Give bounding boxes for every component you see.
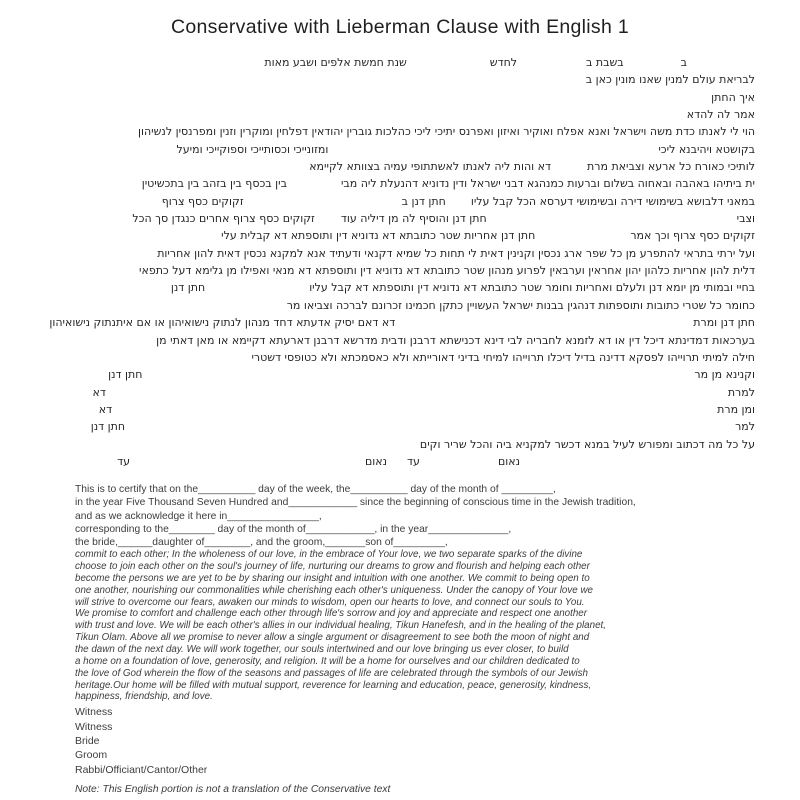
- hebrew-line: [55, 71, 755, 88]
- hebrew-line: [55, 89, 755, 106]
- signature-labels: [75, 705, 740, 777]
- hebrew-line: [55, 436, 755, 453]
- blank-field: [205, 290, 309, 291]
- hebrew-line: [55, 175, 755, 192]
- hebrew-text: זקוקים כסף צרוף: [161, 194, 244, 208]
- blank-field: [130, 464, 365, 465]
- english-line: become the persons we are yet to be by sharing our insight and intuition with one another. We commit to being open to: [75, 572, 590, 584]
- hebrew-text: דא דאם יסיק אדעתא דחד מנהון לנתוק נישואיהון או אם איתנתוק נישואיהון: [49, 316, 396, 330]
- hebrew-text: חילה למיתי תרוייהו לפסקא דדינה בדיל דיכלו תרוייהו למיחי בדיני דאורייתא ולא כאסמכתא ולא כטופסי דשטרי: [251, 350, 755, 364]
- hebrew-text: זקוקים כסף צרוף וכך אמר: [630, 229, 755, 243]
- hebrew-text: זקוקים כסף צרוף אחרים כנגדן סך הכל: [132, 212, 315, 226]
- hebrew-text: ומן מרת: [717, 402, 755, 416]
- english-line: and as we acknowledge it here in________________,: [75, 510, 322, 522]
- hebrew-line: [55, 262, 755, 279]
- blank-field: [395, 325, 693, 326]
- english-line: Tikun Olam. Above all we promise to never allow a single argument or disagreement to see both the moon of night and: [75, 632, 590, 644]
- blank-field: [112, 412, 717, 413]
- hebrew-text: עד: [407, 454, 420, 468]
- note-line: Note: This English portion is not a translation of the Conservative text: [75, 784, 391, 796]
- hebrew-line: [55, 401, 755, 418]
- hebrew-line: [55, 418, 755, 435]
- hebrew-text: דא והות ליה לאנתו לאשתתופי עמיה בצוותא לקיימא: [309, 160, 552, 174]
- hebrew-line: [55, 453, 755, 470]
- hebrew-text: חתן דנן והוסיף לה מן דיליה עוד: [340, 212, 487, 226]
- hebrew-text: חתן דנן: [170, 281, 206, 295]
- hebrew-line: [55, 106, 755, 123]
- english-line: happiness, friendship, and love.: [75, 691, 213, 703]
- hebrew-text: חתן דנן: [108, 368, 143, 382]
- hebrew-text: חתן דנן ב: [401, 194, 446, 208]
- hebrew-text: בשבת ב: [586, 56, 624, 69]
- hebrew-line: [49, 314, 755, 331]
- hebrew-text: דא: [98, 402, 113, 416]
- page-title: Conservative with Lieberman Clause with English 1: [170, 16, 629, 38]
- english-line: a home on a foundation of love, generosity, and religion. It will be a home for ourselves and our children dedicated to: [75, 655, 580, 667]
- blank-field: [387, 464, 407, 465]
- hebrew-line: [55, 245, 755, 262]
- hebrew-line: [55, 141, 755, 158]
- hebrew-line: [55, 384, 755, 401]
- english-line: heritage.Our home will be filled with mutual support, reverence for learning and education, peace, generosity, kindness,: [75, 679, 592, 691]
- blank-field: [407, 65, 490, 66]
- hebrew-line: [55, 210, 755, 227]
- hebrew-text: ועל ירתי בתראי להתפרע מן כל שפר ארג נכסין וקנינין דאית לי תחות כל שמיא דקנאי ודעתיד אנא למקנא נכסין דאית להון אחריות: [157, 246, 755, 260]
- hebrew-text: לחדש: [489, 56, 518, 69]
- hebrew-text: חתן דנן ומרת: [693, 316, 755, 330]
- english-line: in the year Five Thousand Seven Hundred and____________ since the beginning of conscious time in the Jewish tradition,: [75, 497, 636, 509]
- hebrew-text: איך החתן: [711, 90, 755, 104]
- hebrew-text: ית ביתיהו באהבה ובאחוה בשלום וברעות כמנהגא דבני ישראל ודין נדוניא דהנעלת ליה מבי: [340, 177, 755, 191]
- hebrew-text: דא: [92, 385, 106, 399]
- english-section: [0, 483, 800, 795]
- blank-field: [520, 464, 755, 465]
- blank-field: [551, 169, 587, 170]
- hebrew-text: למרת: [727, 385, 755, 399]
- hebrew-line: [55, 332, 755, 349]
- certify-lines: [75, 483, 740, 549]
- hebrew-line: [55, 158, 755, 175]
- blank-field: [328, 152, 658, 153]
- blank-field: [244, 204, 402, 205]
- blank-field: [125, 429, 735, 430]
- english-line: Witness: [75, 706, 113, 719]
- english-line: the dawn of the next day. We will work together, our souls intertwined and our love bringing us ever closer, to build: [75, 644, 569, 656]
- english-line: with trust and love. We will be each other's allies in our individual healing, Tikun Hanefesh, and in the healing of the planet,: [75, 620, 606, 632]
- hebrew-text: בין בכסף בין בזהב בין בתכשיטין: [141, 177, 287, 191]
- english-line: will strive to overcome our fears, awaken our minds to wisdom, open our hearts to love, and connect our souls to You.: [75, 596, 585, 608]
- english-line: the love of God wherein the flow of the seasons and passages of life are celebrated through the symbols of our Jewish: [75, 667, 589, 679]
- blank-field: [446, 204, 471, 205]
- hebrew-text: כחומר כל שטרי כתובות ותוספתות דנהגין בבנות ישראל העשויין כתקן חכמינו זכרונם לברכה וצביאו מר: [286, 298, 755, 312]
- hebrew-text: ומזונייכי וכסותייכי וספוקייכי ומיעל: [176, 142, 329, 156]
- hebrew-text: חתן דנן אחריות שטר כתובתא דא נדוניא דין ותוספתא דא קבלית עלי: [221, 229, 536, 243]
- english-line: This is to certify that on the__________ day of the week, the__________ day of the month of _________,: [75, 484, 556, 496]
- hebrew-text: אמר לה להדא: [686, 108, 755, 122]
- blank-field: [487, 221, 737, 222]
- english-line: commit to each other; In the wholeness of our love, in the embrace of Your love, we two separate sparks of the divine: [75, 549, 583, 561]
- hebrew-text: על כל מה דכתוב ומפורש לעיל במנא דכשר למקניא ביה והכל שריר וקים: [419, 437, 755, 451]
- hebrew-text: וצבי: [736, 212, 755, 226]
- hebrew-text: לותיכי כאורח כל ארעא וצביאת מרת: [587, 160, 755, 174]
- hebrew-text: לבריאת עולם למנין שאנו מונין כאן ב: [585, 73, 755, 87]
- hebrew-text: דלית להון אחריות כלהון יהון אחראין וערבאין לפרוע מנהון שטר כתובתא דא נדוניא דין ותוספתא דא מנאי ואפילו מן גלימא דעל כתפאי: [139, 264, 755, 278]
- hebrew-line: [55, 227, 755, 244]
- hebrew-text: נאום: [497, 454, 520, 468]
- hebrew-line: [55, 193, 755, 210]
- blank-field: [315, 221, 341, 222]
- english-line: Groom: [75, 749, 108, 762]
- english-line: Witness: [75, 720, 113, 733]
- hebrew-line: [55, 123, 755, 140]
- english-line: corresponding to the________ day of the month of____________, in the year______________,: [75, 523, 512, 535]
- english-line: Rabbi/Officiant/Cantor/Other: [75, 763, 208, 776]
- hebrew-text: נאום: [364, 454, 388, 468]
- english-line: one another, nourishing our commonalities while cherishing each other's uniqueness. Under the canopy of Your love we: [75, 584, 593, 596]
- blank-field: [142, 377, 694, 378]
- hebrew-line: [55, 279, 755, 296]
- hebrew-line: [55, 297, 755, 314]
- hebrew-text: בחיי ובמותי מן יומא דנן ולעלם ואחריות וחומר שטר כתובתא דא נדוניא דין ותוספתא דא קבל עליו: [309, 281, 755, 295]
- hebrew-text: במאני דלבושא בשימושי דירה ובשימושי דערסא הכל קבל עליו: [470, 194, 755, 208]
- blank-field: [420, 464, 498, 465]
- blank-field: [535, 238, 630, 239]
- hebrew-text: חתן דנן: [90, 420, 126, 434]
- english-line: the bride,______daughter of________, and the groom,_______son of_________,: [75, 537, 448, 549]
- hebrew-text: הוי לי לאנתו כדת משה וישראל ואנא אפלח ואוקיר ואיזון ואפרנס יתיכי ליכי כהלכות גוברין יהודאין דפלחין ומוקרין וזנין ומפרנסין לנשיהון: [138, 125, 755, 139]
- english-line: We promise to comfort and challenge each other through life's sorrow and joy and appreciate and respect one another: [75, 608, 587, 620]
- blank-field: [517, 65, 586, 66]
- hebrew-text: וקנינא מן מר: [694, 368, 755, 382]
- hebrew-section: [0, 54, 800, 470]
- blank-field: [287, 186, 341, 187]
- english-line: Bride: [75, 735, 100, 748]
- blank-field: [687, 65, 755, 66]
- hebrew-text: שנת חמשת אלפים ושבע מאות: [264, 56, 407, 69]
- hebrew-line: [55, 54, 755, 71]
- hebrew-text: עד: [117, 454, 130, 468]
- blank-field: [624, 65, 681, 66]
- hebrew-text: למר: [735, 420, 755, 434]
- vows-paragraph: [75, 549, 740, 703]
- hebrew-line: [55, 349, 755, 366]
- english-line: choose to join each other on the soul's journey of life, nurturing our dreams to grow and flourish and helping each other: [75, 561, 590, 573]
- hebrew-text: בקושטא ויהיבנא ליכי: [658, 142, 755, 156]
- hebrew-line: [55, 366, 755, 383]
- hebrew-text: ב: [680, 56, 687, 69]
- hebrew-text: בערכאות דמדינתא דיכל דין או דא לזמנא לחבריה לבי דינא דכנישתא דרבנן ודבית מדרשא דרבנן דארעתא דקיימא או מאן דאתי מן: [156, 333, 755, 347]
- blank-field: [106, 395, 728, 396]
